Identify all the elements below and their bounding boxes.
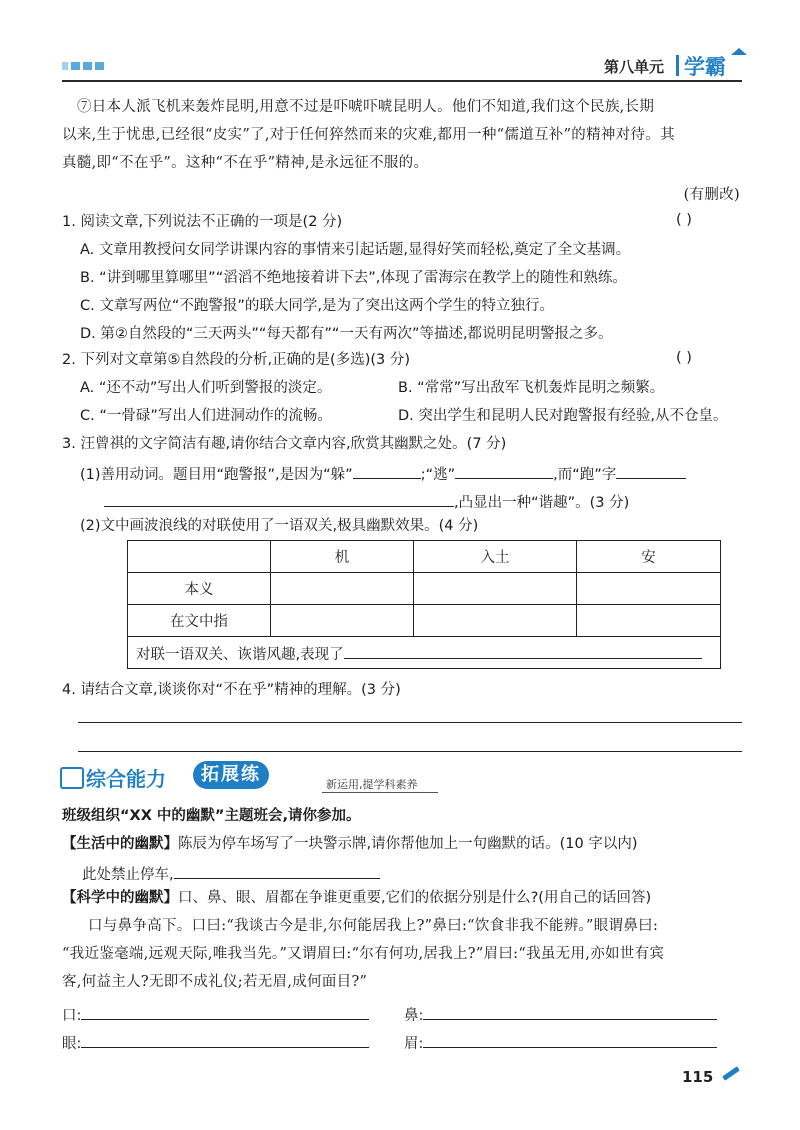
passage-line: 以来,生于忧患,已经很“皮实”了,对于任何猝然而来的灾难,都用一种“儒道互补”的精神对待。其 bbox=[62, 127, 675, 143]
blank-tao[interactable] bbox=[455, 462, 553, 479]
story-line: “我近鉴毫端,远观天际,唯我当先。”又谓眉曰:“尔有何功,居我上?”眉曰:“我虽无用,亦如世有宾 bbox=[62, 946, 665, 962]
pencil-icon bbox=[722, 1066, 740, 1080]
story-line: 客,何益主人?无即不成礼仪;若无眉,成何面目?” bbox=[62, 974, 368, 990]
answer-line[interactable] bbox=[78, 751, 742, 752]
subtitle-underline bbox=[322, 792, 438, 793]
answer-line[interactable] bbox=[78, 722, 742, 723]
table-row-label: 本义 bbox=[128, 573, 271, 605]
question-1-stem: 1. 阅读文章,下列说法不正确的一项是(2 分) bbox=[62, 214, 343, 230]
mouth-answer: 口: bbox=[62, 1003, 369, 1026]
option-2c: C. “一骨碌”写出人们进洞动作的流畅。 bbox=[80, 408, 332, 424]
nose-answer: 鼻: bbox=[404, 1003, 717, 1026]
option-2a: A. “还不动”写出人们听到警报的淡定。 bbox=[80, 380, 332, 396]
blank-table-footer[interactable] bbox=[344, 642, 702, 659]
eye-answer: 眼: bbox=[62, 1031, 369, 1054]
question-3-part1-cont: ,凸显出一种“谐趣”。(3 分) bbox=[104, 490, 629, 513]
passage-line: ⑦日本人派飞机来轰炸昆明,用意不过是吓唬吓唬昆明人。他们不知道,我们这个民族,长期 bbox=[77, 99, 655, 115]
question-2-answer-box[interactable]: ( ) bbox=[676, 350, 692, 366]
table-cell[interactable] bbox=[577, 605, 721, 637]
header-decoration bbox=[62, 62, 104, 70]
source-note: (有删改) bbox=[683, 187, 740, 203]
story-line: 口与鼻争高下。口曰:“我谈古今是非,尔何能居我上?”鼻曰:“饮食非我不能辨。”眼谓鼻曰: bbox=[88, 918, 659, 934]
section-subtitle: 新运用,提学科素养 bbox=[326, 778, 418, 791]
table-cell[interactable] bbox=[577, 573, 721, 605]
header-divider bbox=[676, 55, 679, 76]
option-2d: D. 突出学生和昆明人民对跑警报有经验,从不仓皇。 bbox=[398, 408, 728, 424]
life-humor-prompt: 【生活中的幽默】陈辰为停车场写了一块警示牌,请你帮他加上一句幽默的话。(10 字以内) bbox=[62, 836, 638, 852]
warning-sign-line: 此处禁止停车, bbox=[82, 862, 380, 885]
table-cell[interactable] bbox=[414, 605, 577, 637]
option-2b: B. “常常”写出敌军飞机轰炸昆明之频繁。 bbox=[398, 380, 665, 396]
table-header: 安 bbox=[577, 541, 721, 573]
header-rule bbox=[62, 80, 742, 82]
brand-logo: 学霸 bbox=[684, 55, 726, 79]
blank-pao-cont[interactable] bbox=[104, 490, 454, 507]
section-badge: 拓展练 bbox=[193, 761, 269, 789]
blank-brow[interactable] bbox=[423, 1031, 717, 1048]
table-cell[interactable] bbox=[271, 605, 414, 637]
option-1b: B. “讲到哪里算哪里”“滔滔不绝地接着讲下去”,体现了雷海宗在教学上的随性和熟练。 bbox=[80, 270, 627, 286]
table-header: 机 bbox=[271, 541, 414, 573]
table-row-label: 在文中指 bbox=[128, 605, 271, 637]
table-corner bbox=[128, 541, 271, 573]
pun-table bbox=[127, 540, 721, 669]
blank-eye[interactable] bbox=[81, 1031, 369, 1048]
blank-duo[interactable] bbox=[353, 462, 421, 479]
science-humor-prompt: 【科学中的幽默】口、鼻、眼、眉都在争谁更重要,它们的依据分别是什么?(用自己的话回答) bbox=[62, 890, 652, 906]
blank-pao[interactable] bbox=[616, 462, 686, 479]
section-title: 综合能力 bbox=[86, 767, 166, 791]
blank-warning-sign[interactable] bbox=[174, 862, 380, 879]
question-4-stem: 4. 请结合文章,谈谈你对“不在乎”精神的理解。(3 分) bbox=[62, 682, 401, 698]
unit-label: 第八单元 bbox=[604, 58, 665, 76]
table-cell[interactable] bbox=[271, 573, 414, 605]
option-1d: D. 第②自然段的“三天两头”“每天都有”“一天有两次”等描述,都说明昆明警报之多。 bbox=[80, 326, 613, 342]
question-3-part1: (1)善用动词。题目用“跑警报”,是因为“躲” ;“逃” ,而“跑”字 bbox=[80, 462, 686, 485]
question-3-stem: 3. 汪曾祺的文字简洁有趣,请你结合文章内容,欣赏其幽默之处。(7 分) bbox=[62, 436, 507, 452]
option-1a: A. 文章用教授问女同学讲课内容的事情来引起话题,显得好笑而轻松,奠定了全文基调。 bbox=[80, 242, 631, 258]
brow-answer: 眉: bbox=[404, 1031, 717, 1054]
table-footer: 对联一语双关、诙谐风趣,表现了 bbox=[128, 637, 721, 669]
task-intro: 班级组织“XX 中的幽默”主题班会,请你参加。 bbox=[62, 808, 361, 824]
table-header: 入土 bbox=[414, 541, 577, 573]
graduation-cap-icon bbox=[731, 48, 747, 55]
notebook-icon bbox=[60, 767, 84, 789]
option-1c: C. 文章写两位“不跑警报”的联大同学,是为了突出这两个学生的特立独行。 bbox=[80, 298, 554, 314]
blank-mouth[interactable] bbox=[81, 1003, 369, 1020]
passage-line: 真髓,即“不在乎”。这种“不在乎”精神,是永远征不服的。 bbox=[62, 155, 429, 171]
blank-nose[interactable] bbox=[423, 1003, 717, 1020]
question-2-stem: 2. 下列对文章第⑤自然段的分析,正确的是(多选)(3 分) bbox=[62, 352, 411, 368]
table-cell[interactable] bbox=[414, 573, 577, 605]
page-number: 115 bbox=[682, 1068, 714, 1086]
question-1-answer-box[interactable]: ( ) bbox=[676, 212, 692, 228]
question-3-part2: (2)文中画波浪线的对联使用了一语双关,极具幽默效果。(4 分) bbox=[80, 518, 479, 534]
